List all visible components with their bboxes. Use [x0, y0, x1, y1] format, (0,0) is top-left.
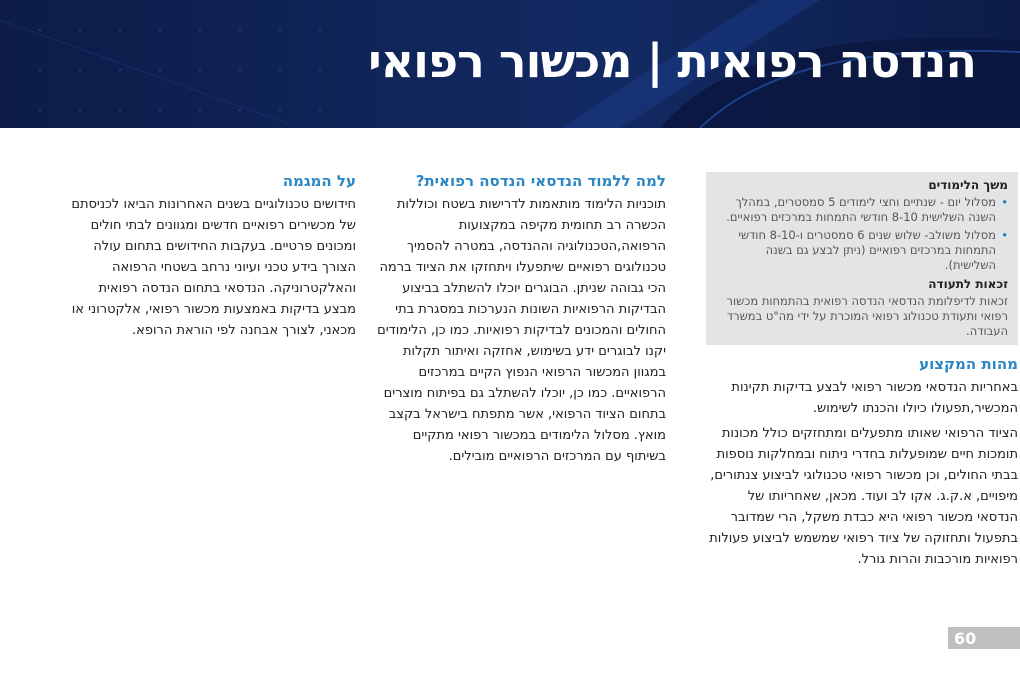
- duration-item-combined: מסלול משולב- שלוש שנים 6 סמסטרים ו-8-10 חודשי התמחות במרכזים רפואיים (ניתן לבצע גם בשנה השלישית).: [738, 228, 996, 272]
- duration-title: משך הלימודים: [928, 178, 1008, 192]
- duration-item-day: מסלול יום - שנתיים וחצי לימודים 5 סמסטרים, במהלך השנה השלישית 8-10 חודשי התמחות במרכזים רפואיים.: [726, 195, 996, 224]
- bullet-icon: •: [1001, 195, 1008, 209]
- middle-column: [372, 172, 666, 467]
- right-column: [688, 172, 1018, 570]
- profession-paragraph-1: באחריות הנדסאי מכשור רפואי לבצע בדיקות תקינות המכשיר,תפעולו כיולו והכנתו לשימוש.: [731, 380, 1018, 416]
- page-title: הנדסה רפואית | מכשור רפואי: [368, 34, 976, 88]
- left-column: [66, 172, 356, 341]
- certificate-title: זכאות לתעודה: [928, 277, 1008, 291]
- duration-list: [714, 195, 1008, 273]
- profession-paragraph-2: הציוד הרפואי שאותו מתפעלים ומתחזקים כולל מכונות תומכות חיים שמופעלות בחדרי ניתוח ובמחלקות נוספות בבתי החולים, וכן מכשור רפואי טכנולוגי לביצוע צנתורים, מיפויים, א.ק.ג. אקו לב ועוד. מכאן, שאחריותו של הנדסאי מכשור רפואי היא כבדת משקל, הרי שמדובר בתפעול ותחזוקה של ציוד רפואי שמשמש לביצוע פעולות רפואיות מורכבות והרות גורל.: [709, 426, 1018, 567]
- about-title: על המגמה: [282, 172, 356, 190]
- about-text: חידושים טכנולוגיים בשנים האחרונות הביאו לכניסתם של מכשירים רפואיים חדשים ומגוונים לבתי חולים ומכונים פרטיים. בעקבות החידושים בתחום עולה הצורך בידע טכני ועיוני נרחב בשטחי הרפואה והאלקטרוניקה. הנדסאי בתחום הנדסה רפואית מבצע בדיקות באמצעות מכשור רפואי, אלקטרוני או מכאני, לצורך אבחנה לפי הוראת הרופא.: [71, 197, 356, 338]
- page-number: 60: [954, 629, 977, 648]
- list-item: [714, 195, 1008, 225]
- profession-section: [706, 355, 1018, 570]
- study-info-box: [706, 172, 1018, 345]
- why-study-text: תוכניות הלימוד מותאמות לדרישות בשטח וכוללות הכשרה רב תחומית מקיפה במקצועות הרפואה,הטכנולוגיה וההנדסה, במטרה להסמיך טכנולוגים רפואיים שיתפעלו ויתחזקו את הציוד ברמה הכי גבוהה שניתן. הבוגרים יוכלו להשתלב בביצוע הבדיקות הרפואיות השונות הנערכות במסגרת בתי החולים והמכונים לבדיקות רפואיות. כמו כן, הלימודים יקנו לבוגרים ידע בשימוש, אחזקה ואיתור תקלות במגוון המכשור הרפואי הנפוץ הקיים במרכזים הרפואיים. כמו כן, יוכלו להשתלב גם בפיתוח מוצרים בתחום הציוד הרפואי, אשר מתפתח בישראל בקצב מואץ. מסלול הלימודים במכשור רפואי מתקיים בשיתוף עם המרכזים הרפואיים מובילים.: [377, 197, 666, 464]
- why-study-title: למה ללמוד הנדסאי הנדסה רפואית?: [415, 172, 666, 190]
- page-number-tab: [948, 627, 1020, 649]
- profession-title: מהות המקצוע: [919, 355, 1018, 373]
- bullet-icon: •: [1001, 228, 1008, 242]
- certificate-text: זכאות לדיפלומת הנדסאי הנדסה רפואית בהתמחות מכשור רפואי ותעודת טכנולוג רפואי המוכרת על ידי מה"ט במשרד העבודה.: [726, 294, 1008, 338]
- list-item: [714, 228, 1008, 273]
- header-banner: [0, 0, 1020, 128]
